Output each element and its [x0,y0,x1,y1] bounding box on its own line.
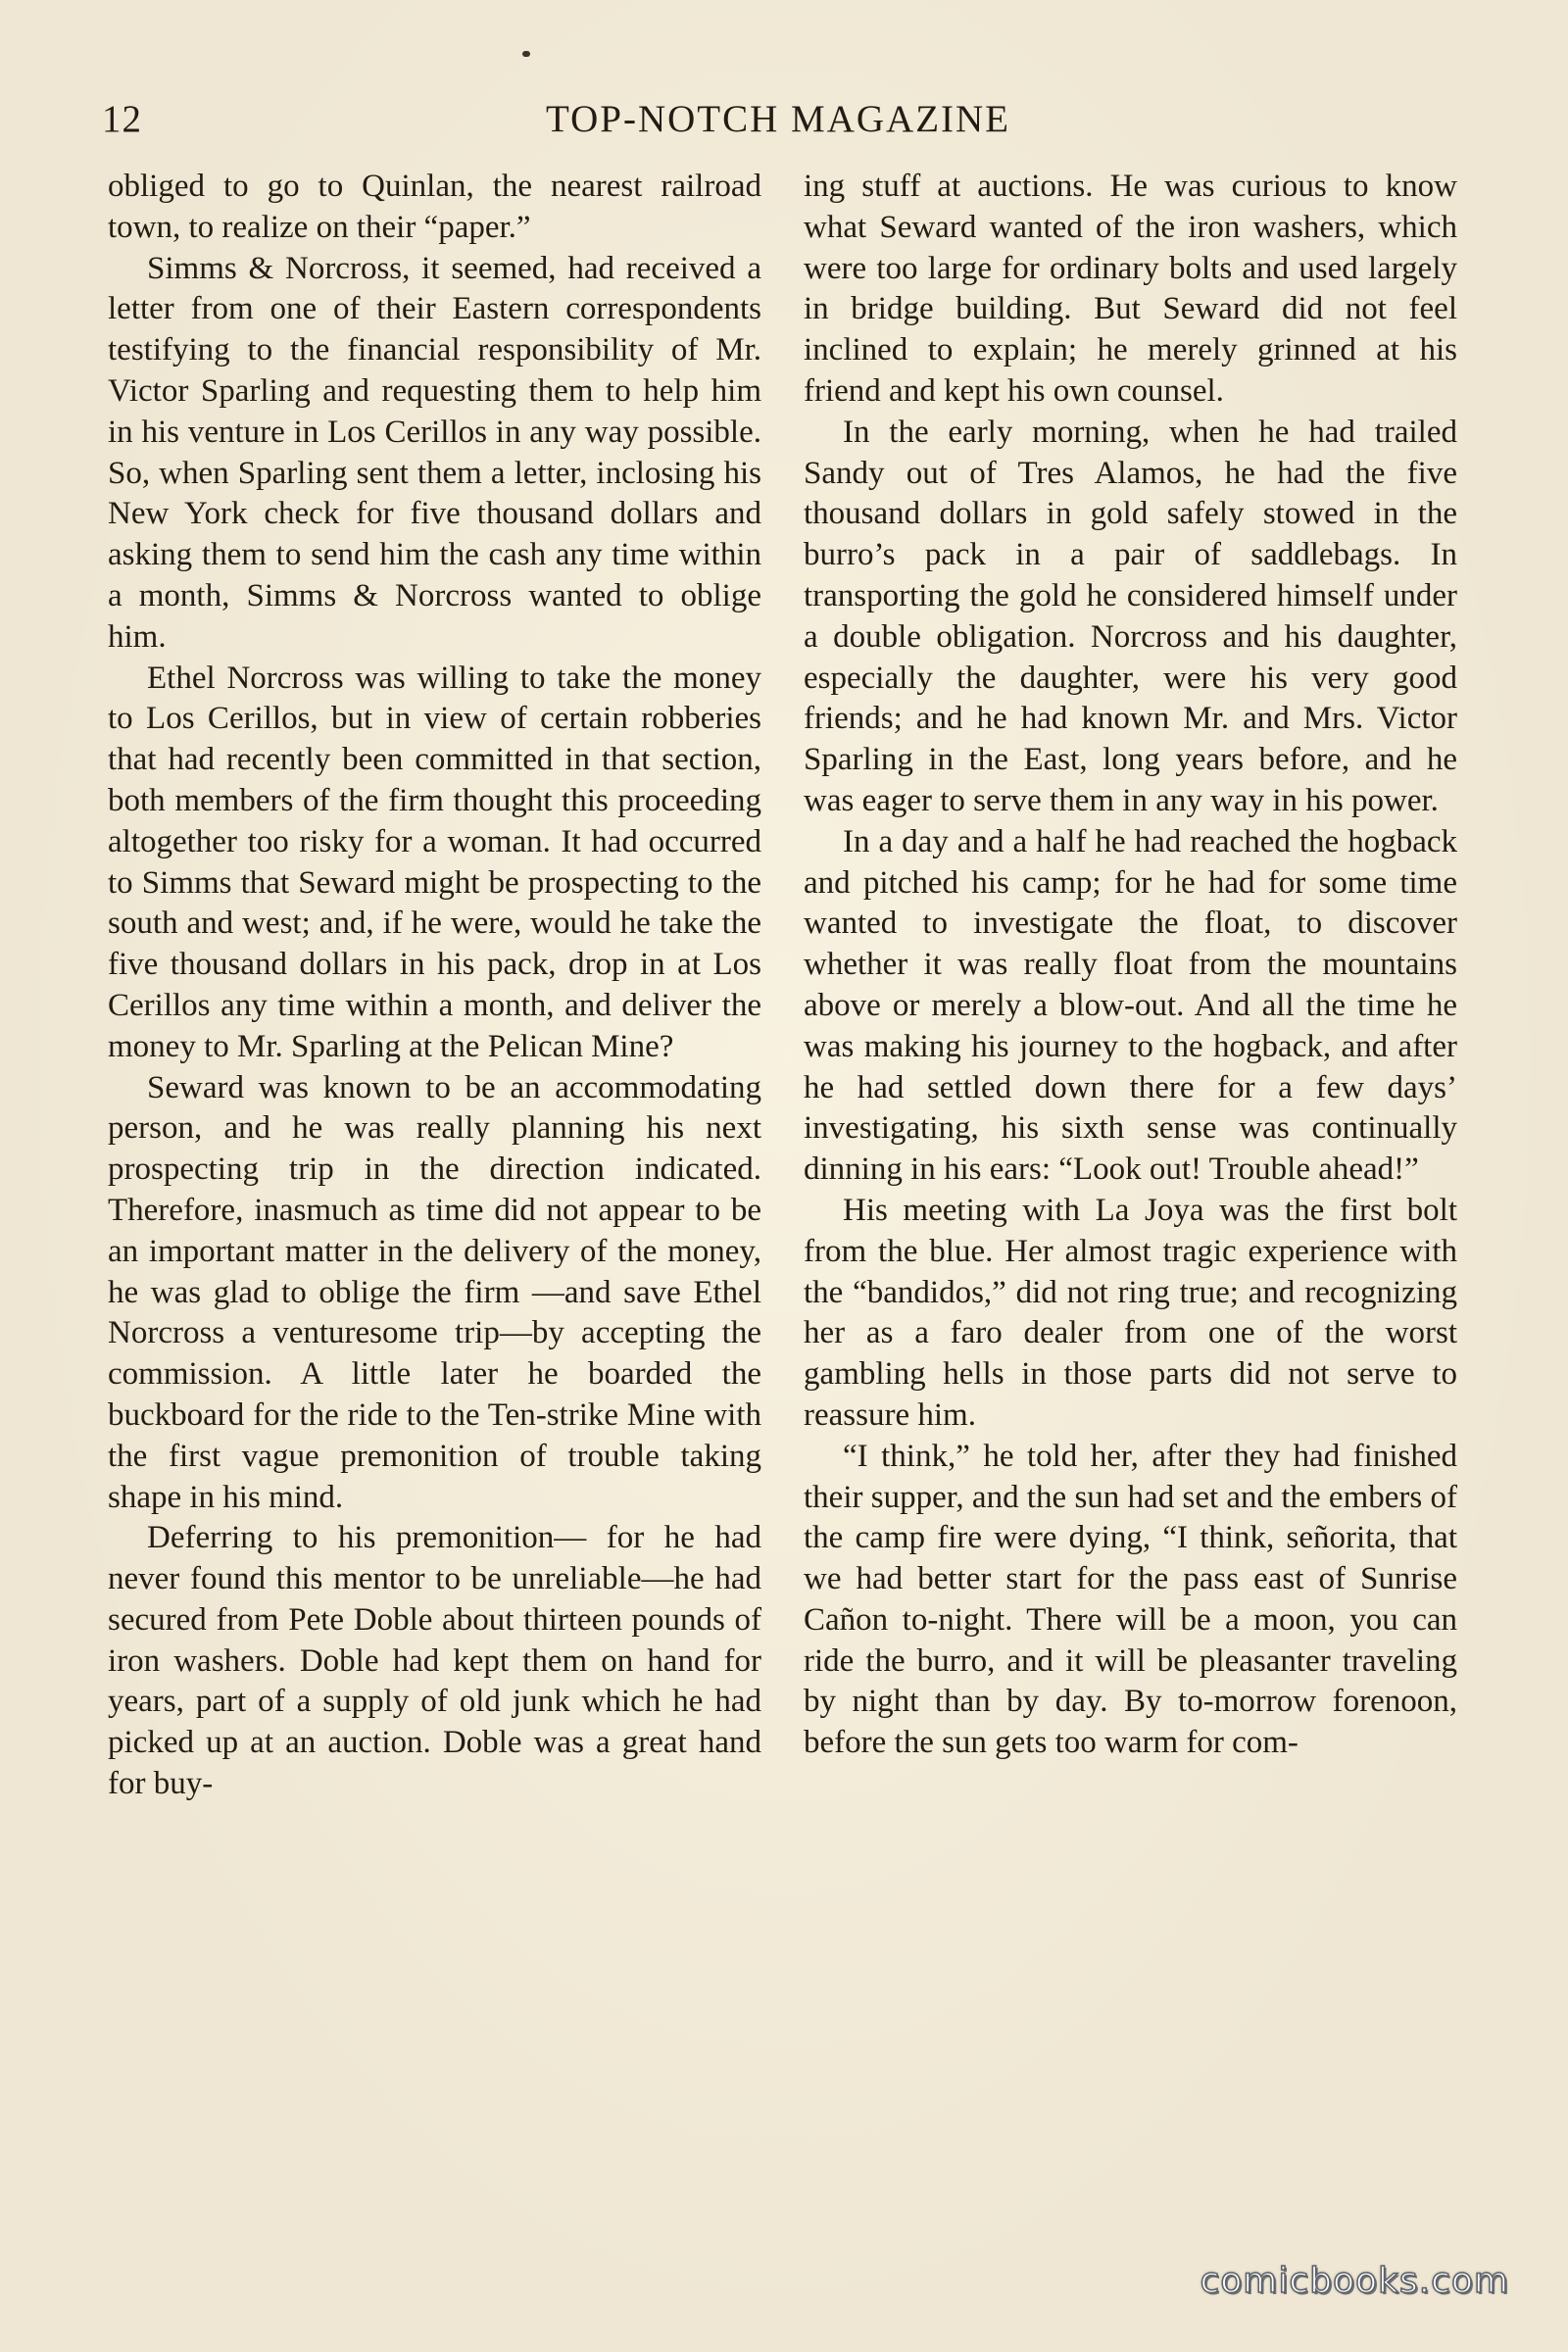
page-header [102,90,1454,149]
paragraph: Deferring to his premonition— for he had never found this mentor to be unreliable—he had secured from Pete Doble about thirteen pounds of iron washers. Doble had kept them on hand for years, part of a supply of old junk which he had picked up at an auction. Doble was a great hand for buy- [108,1520,761,1802]
left-column [108,167,761,1805]
right-column [804,167,1457,1764]
ink-speck [522,51,530,57]
paragraph: His meeting with La Joya was the first bolt from the blue. Her almost tragic experience with the “bandidos,” did not ring true; and recognizing her as a faro dealer from one of the worst gambling hells in those parts did not serve to reassure him. [804,1192,1457,1433]
page-number: 12 [102,98,142,140]
paragraph: “I think,” he told her, after they had finished their supper, and the sun had set and the embers of the camp fire were dying, “I think, señorita, that we had better start for the pass east of Sunrise Cañon to-night. There will be a moon, you can ride the burro, and it will be pleasanter traveling by night than by day. By to-morrow forenoon, before the sun gets too warm for com- [804,1438,1457,1761]
watermark: comicbooks.com [1200,2261,1509,2301]
paragraph: In a day and a half he had reached the hogback and pitched his camp; for he had for some time wanted to investigate the float, to discover whether it was really float from the mountains above or merely a blow-out. And all the time he was making his journey to the hogback, and after he had settled down there for a few days’ investigating, his sixth sense was continually dinning in his ears: “Look out! Trouble ahead!” [804,823,1457,1188]
paragraph: Ethel Norcross was willing to take the money to Los Cerillos, but in view of certain robberies that had recently been committed in that section, both members of the firm thought this proceeding altogether too risky for a woman. It had occurred to Simms that Seward might be prospecting to the south and west; and, if he were, would he take the five thousand dollars in his pack, drop in at Los Cerillos any time within a month, and deliver the money to Mr. Sparling at the Pelican Mine? [108,660,761,1064]
running-title: TOP-NOTCH MAGAZINE [545,98,1010,140]
paragraph: Simms & Norcross, it seemed, had received a letter from one of their Eastern correspondents testifying to the financial responsibility of Mr. Victor Sparling and requesting them to help him in his venture in Los Cerillos in any way possible. So, when Sparling sent them a letter, inclosing his New York check for five thousand dollars and asking them to send him the cash any time within a month, Simms & Norcross wanted to oblige him. [108,250,761,655]
paragraph: In the early morning, when he had trailed Sandy out of Tres Alamos, he had the five thousand dollars in gold safely stowed in the burro’s pack in a pair of saddlebags. In transporting the gold he considered himself under a double obligation. Norcross and his daughter, especially the daughter, were his very good friends; and he had known Mr. and Mrs. Victor Sparling in the East, long years before, and he was eager to serve them in any way in his power. [804,414,1457,818]
paragraph: Seward was known to be an accommodating person, and he was really planning his next prospecting trip in the direction indicated. Therefore, inasmuch as time did not appear to be an important matter in the delivery of the money, he was glad to oblige the firm —and save Ethel Norcross a venturesome trip—by accepting the commission. A little later he boarded the buckboard for the ride to the Ten-strike Mine with the first vague premonition of trouble taking shape in his mind. [108,1069,761,1515]
paragraph: obliged to go to Quinlan, the nearest railroad town, to realize on their “paper.” [108,169,761,245]
paragraph: ing stuff at auctions. He was curious to know what Seward wanted of the iron washers, which were too large for ordinary bolts and used largely in bridge building. But Seward did not feel inclined to explain; he merely grinned at his friend and kept his own counsel. [804,169,1457,409]
